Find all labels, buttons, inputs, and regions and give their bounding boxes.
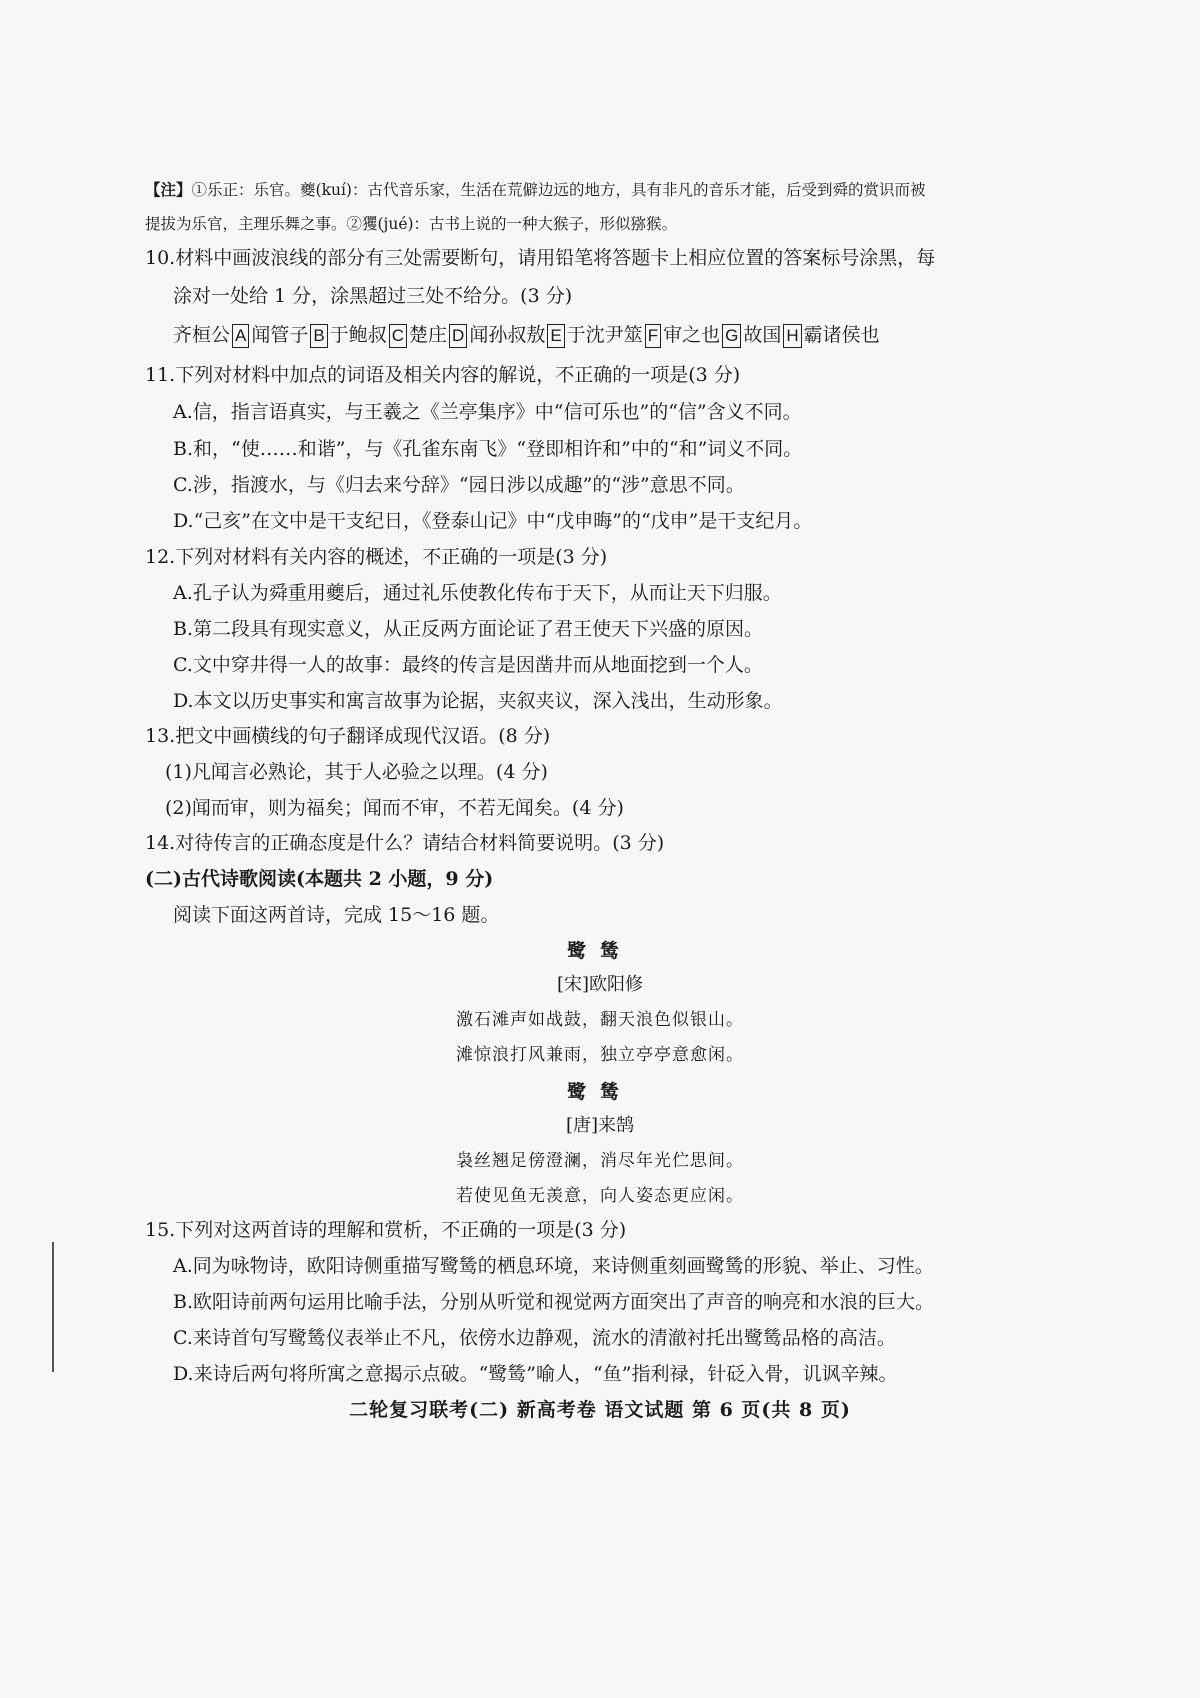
note-line-1 (145, 173, 1050, 207)
question-11-stem: 11.下列对材料中加点的词语及相关内容的解说，不正确的一项是(3 分) (145, 364, 741, 386)
question-11-option-c: C.涉，指渡水，与《归去来兮辞》“园日涉以成趣”的“涉”意思不同。 (173, 474, 745, 496)
page-footer: 二轮复习联考(二) 新高考卷 语文试题 第 6 页(共 8 页) (349, 1399, 851, 1421)
note-line-2: 提拔为乐官，主理乐舞之事。②玃(jué)：古书上说的一种大猴子，形似猕猴。 (145, 215, 678, 233)
question-12-option-a: A.孔子认为舜重用夔后，通过礼乐使教化传布于天下，从而让天下归服。 (173, 582, 782, 604)
segment-text: 审之也 (663, 324, 721, 346)
binding-margin-line (52, 1242, 54, 1372)
question-15-stem: 15.下列对这两首诗的理解和赏析，不正确的一项是(3 分) (145, 1219, 627, 1241)
question-11-option-a: A.信，指言语真实，与王羲之《兰亭集序》中“信可乐也”的“信”含义不同。 (173, 401, 802, 423)
question-10-line-1: 10.材料中画波浪线的部分有三处需要断句，请用铅笔将答题卡上相应位置的答案标号涂黑，每 (145, 247, 936, 269)
segment-text: 楚庄 (409, 324, 448, 346)
poem-2-line-1: 袅丝翘足傍澄澜，消尽年光伫思间。 (456, 1151, 744, 1171)
segment-text: 于沈尹筮 (566, 324, 643, 346)
answer-box-b[interactable]: B (310, 324, 327, 348)
question-15-option-a: A.同为咏物诗，欧阳诗侧重描写鹭鸶的栖息环境，来诗侧重刻画鹭鸶的形貌、举止、习性。 (173, 1255, 934, 1277)
question-11-option-d: D.“己亥”在文中是干支纪日，《登泰山记》中“戊申晦”的“戊申”是干支纪月。 (173, 510, 813, 532)
question-12-option-c: C.文中穿井得一人的故事：最终的传言是因凿井而从地面挖到一个人。 (173, 654, 763, 676)
segment-text: 故国 (743, 324, 782, 346)
question-13-item-1: (1)凡闻言必熟论，其于人必验之以理。(4 分) (165, 761, 548, 783)
note-text-1: ①乐正：乐官。夔(kuí)：古代音乐家，生活在荒僻边远的地方，具有非凡的音乐才能，后受到舜的赏识而被 (191, 181, 926, 199)
question-12-stem: 12.下列对材料有关内容的概述，不正确的一项是(3 分) (145, 546, 608, 568)
answer-box-c[interactable]: C (389, 324, 407, 348)
segment-text: 于鲍叔 (329, 324, 387, 346)
segment-text: 霸诸侯也 (803, 324, 880, 346)
poem-1-line-2: 滩惊浪打风兼雨，独立亭亭意愈闲。 (456, 1045, 744, 1065)
poem-2-title: 鹭鸶 (566, 1081, 633, 1103)
answer-box-e[interactable]: E (547, 324, 564, 348)
answer-box-g[interactable]: G (722, 324, 741, 348)
question-14-stem: 14.对待传言的正确态度是什么？请结合材料简要说明。(3 分) (145, 832, 665, 854)
question-12-option-b: B.第二段具有现实意义，从正反两方面论证了君王使天下兴盛的原因。 (173, 618, 764, 640)
note-block (145, 173, 1050, 241)
note-label: 【注】 (145, 180, 192, 199)
segment-text: 齐桓公 (173, 324, 231, 346)
answer-box-f[interactable]: F (645, 324, 661, 348)
question-11-option-b: B.和，“使……和谐”，与《孔雀东南飞》“登即相许和”中的“和”词义不同。 (173, 438, 803, 460)
segment-text: 闻管子 (251, 324, 309, 346)
answer-box-a[interactable]: A (232, 324, 249, 348)
segmentation-row (173, 317, 880, 354)
answer-box-d[interactable]: D (449, 324, 467, 348)
question-10-line-2: 涂对一处给 1 分，涂黑超过三处不给分。(3 分) (173, 285, 573, 307)
poem-2-author: [唐]来鹄 (565, 1115, 635, 1136)
question-15-option-d: D.来诗后两句将所寓之意揭示点破。“鹭鸶”喻人，“鱼”指利禄，针砭入骨，讥讽辛辣。 (173, 1363, 898, 1385)
poem-1-line-1: 激石滩声如战鼓，翻天浪色似银山。 (456, 1010, 744, 1030)
question-15-option-c: C.来诗首句写鹭鸶仪表举止不凡，依傍水边静观，流水的清澈衬托出鹭鸶品格的高洁。 (173, 1327, 896, 1349)
question-13-stem: 13.把文中画横线的句子翻译成现代汉语。(8 分) (145, 725, 551, 747)
poem-1-author: [宋]欧阳修 (556, 974, 644, 995)
question-13-item-2: (2)闻而审，则为福矣；闻而不审，不若无闻矣。(4 分) (165, 797, 624, 819)
question-15-option-b: B.欧阳诗前两句运用比喻手法，分别从听觉和视觉两方面突出了声音的响亮和水浪的巨大。 (173, 1291, 935, 1313)
poem-2-line-2: 若使见鱼无羡意，向人姿态更应闲。 (456, 1186, 744, 1206)
section-intro: 阅读下面这两首诗，完成 15～16 题。 (173, 904, 500, 926)
segment-text: 闻孙叔敖 (469, 324, 546, 346)
poem-1-title: 鹭鸶 (566, 940, 633, 962)
section-heading: (二)古代诗歌阅读(本题共 2 小题，9 分) (145, 868, 494, 890)
answer-box-h[interactable]: H (783, 324, 801, 348)
question-12-option-d: D.本文以历史事实和寓言故事为论据，夹叙夹议，深入浅出，生动形象。 (173, 690, 783, 712)
